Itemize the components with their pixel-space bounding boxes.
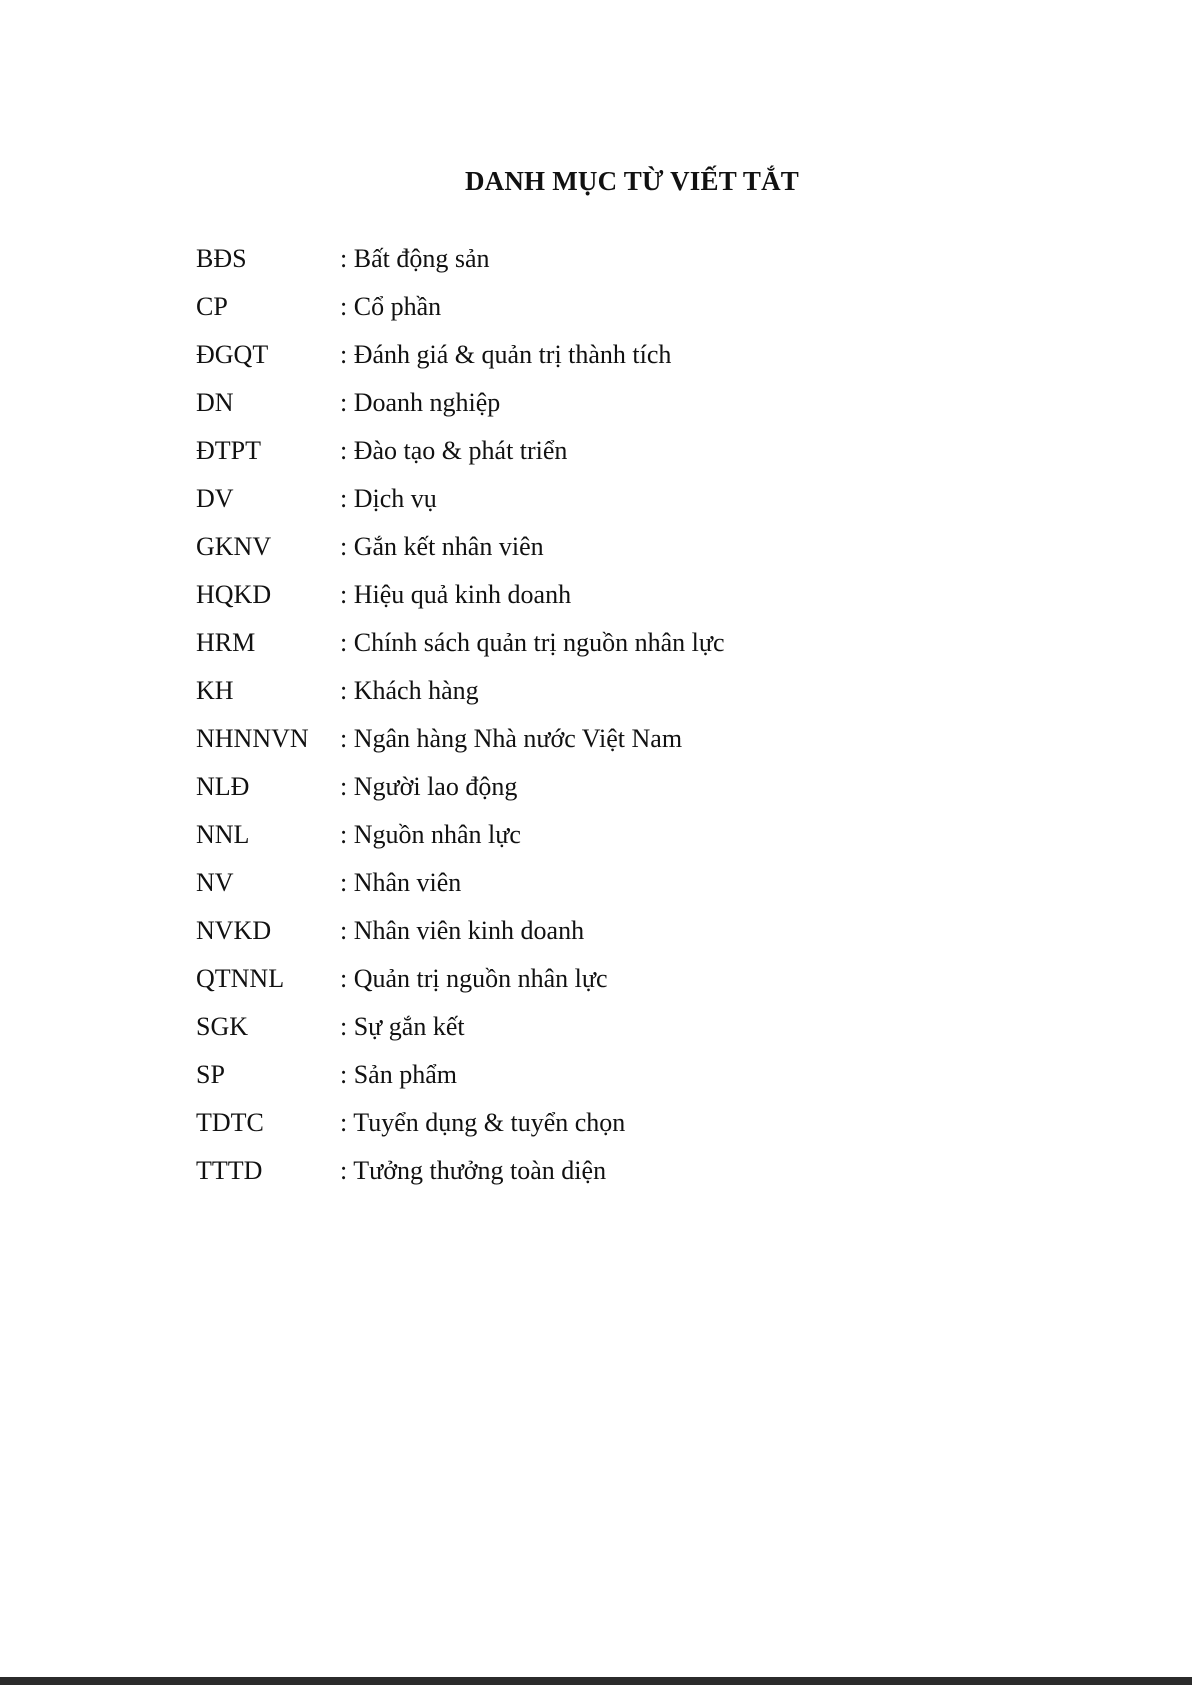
list-item [196,484,725,532]
abbreviation-term: TTTD [196,1156,263,1185]
abbreviation-definition: : Bất động sản [340,244,490,273]
abbreviation-term: HQKD [196,580,272,609]
abbreviation-term: DV [196,484,234,513]
page-bottom-edge [0,1677,1192,1685]
list-item [196,532,725,580]
list-item [196,580,725,628]
abbreviation-definition: : Tuyển dụng & tuyển chọn [340,1108,626,1137]
abbreviation-definition: : Gắn kết nhân viên [340,532,544,561]
list-item [196,340,725,388]
page-title: DANH MỤC TỪ VIẾT TẮT [464,166,800,196]
abbreviation-term: GKNV [196,532,272,561]
list-item [196,1060,725,1108]
list-item [196,916,725,964]
abbreviation-definition: : Hiệu quả kinh doanh [340,580,572,609]
abbreviation-definition: : Cổ phần [340,292,442,321]
list-item [196,244,725,292]
abbreviation-definition: : Nhân viên kinh doanh [340,916,585,945]
abbreviation-definition: : Khách hàng [340,676,479,705]
abbreviation-term: CP [196,292,228,321]
abbreviation-term: QTNNL [196,964,285,993]
list-item [196,388,725,436]
abbreviation-term: SGK [196,1012,249,1041]
list-item [196,964,725,1012]
list-item [196,628,725,676]
abbreviation-definition: : Sản phẩm [340,1060,457,1089]
abbreviation-term: NHNNVN [196,724,309,753]
list-item [196,436,725,484]
abbreviation-definition: : Dịch vụ [340,484,437,513]
abbreviation-definition: : Nhân viên [340,868,462,897]
abbreviation-term: NV [196,868,234,897]
abbreviation-term: SP [196,1060,225,1089]
list-item [196,676,725,724]
abbreviation-list [196,244,725,1204]
abbreviation-definition: : Nguồn nhân lực [340,820,521,849]
abbreviation-term: KH [196,676,234,705]
abbreviation-definition: : Chính sách quản trị nguồn nhân lực [340,628,725,657]
abbreviation-term: ĐTPT [196,436,261,465]
list-item [196,868,725,916]
abbreviation-term: DN [196,388,234,417]
abbreviation-definition: : Sự gắn kết [340,1012,465,1041]
list-item [196,1012,725,1060]
abbreviation-definition: : Quản trị nguồn nhân lực [340,964,608,993]
list-item [196,772,725,820]
list-item [196,292,725,340]
abbreviation-definition: : Doanh nghiệp [340,388,501,417]
list-item [196,820,725,868]
list-item [196,1156,725,1204]
abbreviation-definition: : Đánh giá & quản trị thành tích [340,340,672,369]
abbreviation-definition: : Đào tạo & phát triển [340,436,568,465]
list-item [196,1108,725,1156]
abbreviation-term: BĐS [196,244,247,273]
abbreviation-term: HRM [196,628,256,657]
abbreviation-definition: : Tưởng thưởng toàn diện [340,1156,607,1185]
abbreviation-term: NNL [196,820,250,849]
abbreviation-term: TDTC [196,1108,264,1137]
abbreviation-term: ĐGQT [196,340,269,369]
abbreviation-definition: : Ngân hàng Nhà nước Việt Nam [340,724,683,753]
abbreviation-term: NLĐ [196,772,250,801]
abbreviation-term: NVKD [196,916,272,945]
list-item [196,724,725,772]
abbreviation-definition: : Người lao động [340,772,518,801]
